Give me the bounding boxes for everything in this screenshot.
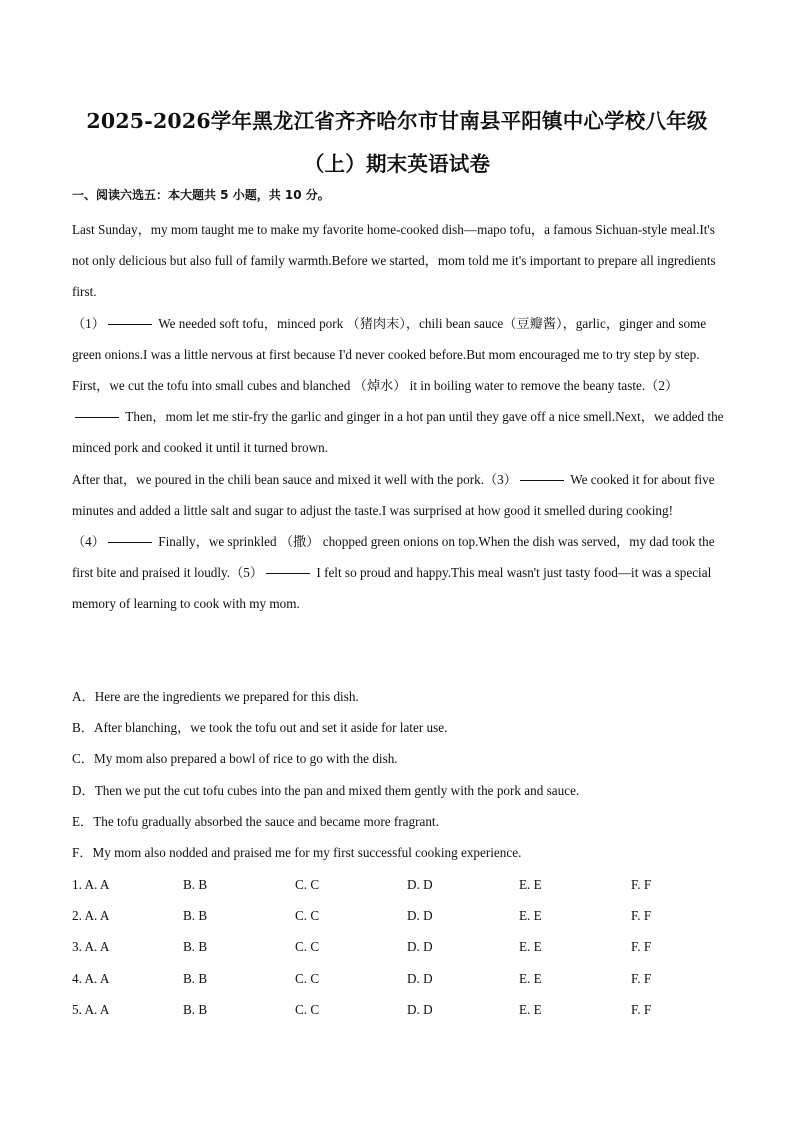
passage-paragraph-1: Last Sunday，my mom taught me to make my favorite home-cooked dish—mapo tofu，a famous Sichuan-style meal.It's not only delicious but also full of family warmth.Before we started，mom told me it's important to prepare all ingredients first. (72, 222, 716, 300)
choice-b[interactable]: B. B (183, 908, 208, 924)
option-c: C．My mom also prepared a bowl of rice to go with the dish. (72, 751, 398, 767)
choice-d[interactable]: D. D (407, 1001, 433, 1017)
answer-blank-2[interactable] (75, 416, 119, 418)
passage-paragraph-4: After that，we poured in the chili bean sauce and mixed it well with the pork.（3） We cooked it for about five minutes and added a little salt and sugar to adjust the taste.I was surprised at how good it smelled during cooking! (72, 471, 715, 518)
passage-paragraph-3: First，we cut the tofu into small cubes and blanched （焯水） it in boiling water to remove the beany taste.（2） Then，mom let me stir-fry the garlic and ginger in a hot pan until they gave off a nice smell.Next，we added the minced pork and cooked it until it turned brown. (72, 378, 724, 456)
choice-a[interactable]: 1. A. A (72, 877, 110, 892)
question-row-3 (72, 931, 732, 962)
passage-paragraph-5: （4） Finally，we sprinkled （撒） chopped green onions on top.When the dish was served，my dad took the first bite and praised it loudly.（5） I felt so proud and happy.This meal wasn't just tasty food—it was a special memory of learning to cook with my mom. (72, 534, 715, 612)
answer-choices (72, 869, 732, 1025)
question-row-4 (72, 963, 732, 994)
choice-c[interactable]: C. C (295, 970, 320, 986)
choice-e[interactable]: E. E (519, 939, 542, 955)
exam-title-line1: 2025-2026学年黑龙江省齐齐哈尔市甘南县平阳镇中心学校八年级 (86, 109, 708, 133)
question-row-2 (72, 900, 732, 931)
choice-f[interactable]: F. F (631, 908, 652, 924)
choice-a[interactable]: 5. A. A (72, 1001, 110, 1017)
exam-title-line2: （上）期末英语试卷 (303, 152, 491, 176)
choice-f[interactable]: F. F (631, 1001, 652, 1017)
answer-blank-3[interactable] (520, 479, 564, 481)
choice-a[interactable]: 4. A. A (72, 970, 110, 986)
choice-c[interactable]: C. C (295, 877, 320, 892)
choice-d[interactable]: D. D (407, 939, 433, 955)
passage-paragraph-2: （1） We needed soft tofu，minced pork （猪肉末），chili bean sauce（豆瓣酱），garlic，ginger and some green onions.I was a little nervous at first because I'd never cooked before.But mom encouraged me to try step by step. (72, 315, 707, 362)
choice-d[interactable]: D. D (407, 908, 433, 924)
choice-e[interactable]: E. E (519, 877, 542, 892)
choice-b[interactable]: B. B (183, 877, 208, 892)
option-list (72, 681, 724, 868)
choice-c[interactable]: C. C (295, 1001, 320, 1017)
option-e: E．The tofu gradually absorbed the sauce and became more fragrant. (72, 813, 439, 829)
choice-a[interactable]: 3. A. A (72, 939, 110, 955)
section-heading: 一、阅读六选五：本大题共 5 小题，共 10 分。 (72, 188, 330, 202)
option-a: A．Here are the ingredients we prepared for this dish. (72, 689, 359, 704)
choice-d[interactable]: D. D (407, 877, 433, 892)
answer-blank-5[interactable] (266, 572, 310, 574)
choice-c[interactable]: C. C (295, 939, 320, 955)
question-row-5 (72, 994, 732, 1025)
choice-f[interactable]: F. F (631, 970, 652, 986)
option-f: F．My mom also nodded and praised me for my first successful cooking experience. (72, 845, 522, 861)
option-d: D．Then we put the cut tofu cubes into the pan and mixed them gently with the pork and sauce. (72, 782, 580, 798)
choice-e[interactable]: E. E (519, 1001, 542, 1017)
answer-blank-4[interactable] (108, 541, 152, 543)
answer-blank-1[interactable] (108, 323, 152, 325)
choice-e[interactable]: E. E (519, 908, 542, 924)
choice-a[interactable]: 2. A. A (72, 908, 110, 924)
choice-f[interactable]: F. F (631, 939, 652, 955)
choice-e[interactable]: E. E (519, 970, 542, 986)
choice-d[interactable]: D. D (407, 970, 433, 986)
choice-c[interactable]: C. C (295, 908, 320, 924)
choice-f[interactable]: F. F (631, 877, 652, 892)
choice-b[interactable]: B. B (183, 970, 208, 986)
reading-passage (72, 214, 724, 620)
option-b: B．After blanching，we took the tofu out and set it aside for later use. (72, 720, 448, 736)
choice-b[interactable]: B. B (183, 1001, 208, 1017)
choice-b[interactable]: B. B (183, 939, 208, 955)
question-row-1 (72, 869, 732, 900)
